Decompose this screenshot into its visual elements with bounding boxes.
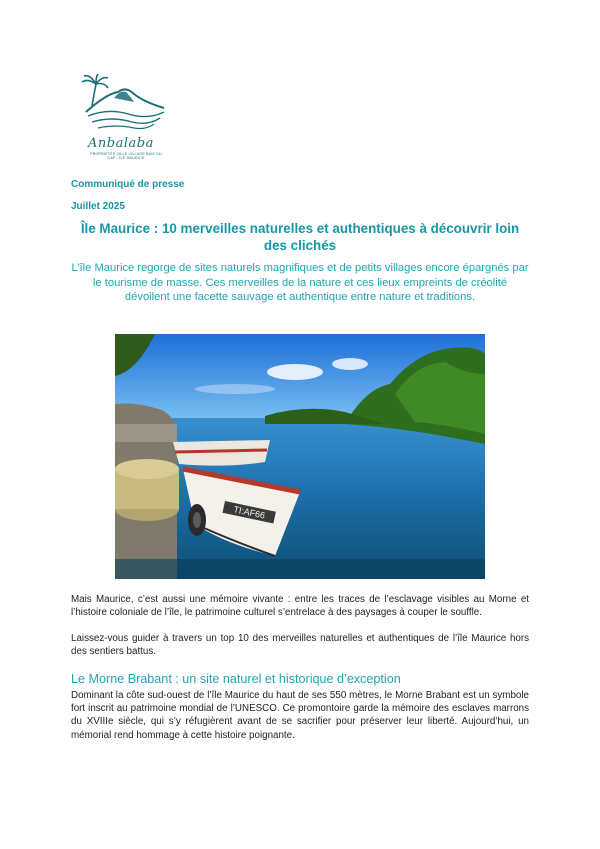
logo-wordmark: Anbalaba bbox=[88, 136, 154, 151]
boat-registration: TI:AF66 bbox=[232, 504, 266, 521]
release-date: Juillet 2025 bbox=[71, 201, 125, 212]
body-paragraph-morne-brabant: Dominant la côte sud-ouest de l’île Maurice du haut de ses 550 mètres, le Morne Brabant est un symbole fort inscrit au patrimoine mondial de l’UNESCO. Ce promontoire garde la mémoire des esclaves marrons du XVIIIe siècle, qui s’y réfugièrent avant de se sacrifier pour préserver leur liberté. Aujourd’hui, un mémorial rend hommage à cette histoire poignante. bbox=[71, 690, 529, 741]
logo-tagline: PROPRIÉTÉS VILLE VILLAGE BAIE DU CAP - ÎLE MAURICE bbox=[90, 152, 162, 161]
page-title: Île Maurice : 10 merveilles naturelles et authentiques à découvrir loin des clichés bbox=[80, 221, 520, 253]
body-paragraph-memory: Mais Maurice, c’est aussi une mémoire vivante : entre les traces de l’esclavage visibles au Morne et l’histoire coloniale de l’île, le patrimoine culturel s’entrelace à des paysages à couper le souffle. bbox=[71, 594, 529, 619]
section-heading-morne-brabant: Le Morne Brabant : un site naturel et historique d’exception bbox=[71, 672, 401, 686]
lead-paragraph: L’île Maurice regorge de sites naturels magnifiques et de petits villages encore épargnés par le tourisme de masse. Ces merveilles de la nature et ces lieux empreints de créolité dévoilent une facette sauvage et authentique entre nature et traditions. bbox=[71, 262, 529, 304]
boats-river-illustration bbox=[115, 334, 485, 579]
press-release-label: Communiqué de presse bbox=[71, 179, 185, 190]
body-paragraph-guide: Laissez-vous guider à travers un top 10 des merveilles naturelles et authentiques de l’île Maurice hors des sentiers battus. bbox=[71, 633, 529, 658]
photo-boats-river bbox=[115, 334, 485, 579]
